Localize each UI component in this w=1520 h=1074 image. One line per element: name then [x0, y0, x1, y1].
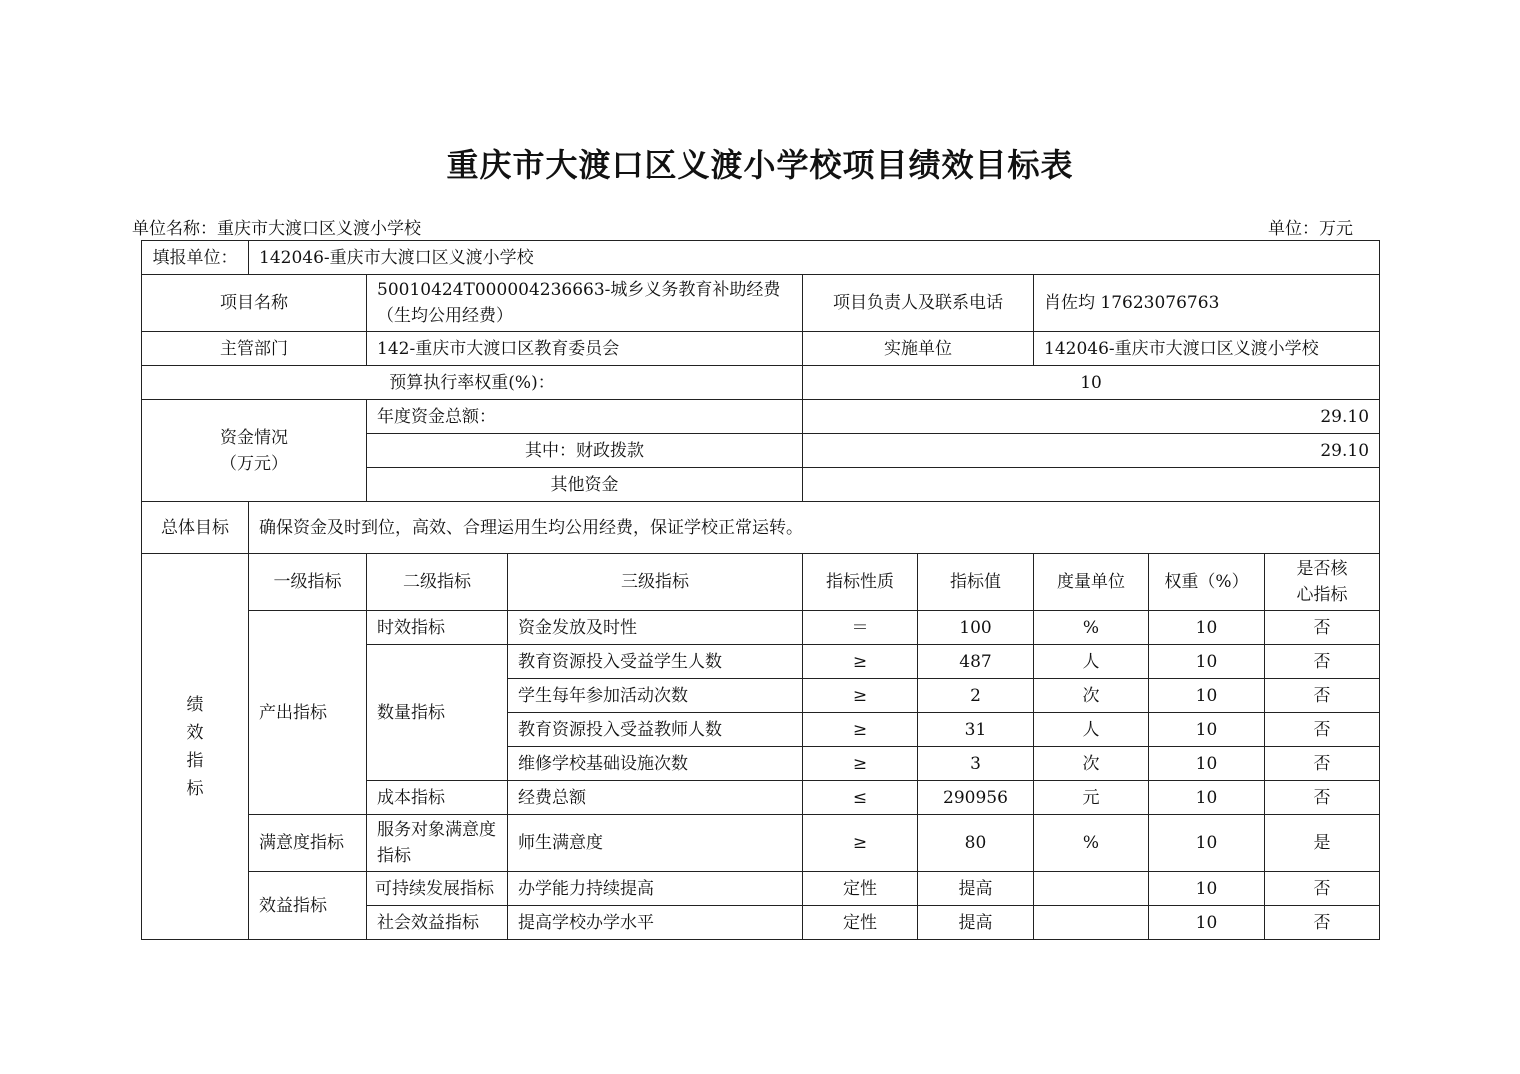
indicator-nature: ≥ [803, 815, 918, 872]
funds-label-cell [142, 400, 367, 502]
table-header-row [142, 554, 1380, 611]
dept-value: 142-重庆市大渡口区教育委员会 [367, 332, 803, 366]
indicator-unit: 人 [1034, 713, 1149, 747]
impl-value: 142046-重庆市大渡口区义渡小学校 [1034, 332, 1380, 366]
group-output: 产出指标 [249, 611, 367, 815]
perf-char: 标 [186, 778, 204, 799]
indicator-name: 学生每年参加活动次数 [508, 679, 803, 713]
group-satisfaction: 满意度指标 [249, 815, 367, 872]
table-row [142, 872, 1380, 906]
annual-total-value: 29.10 [803, 400, 1380, 434]
subgroup-quantity: 数量指标 [367, 645, 508, 781]
indicator-weight: 10 [1149, 872, 1265, 906]
other-label: 其他资金 [367, 468, 803, 502]
indicator-unit: % [1034, 815, 1149, 872]
indicator-value: 100 [918, 611, 1034, 645]
table-row [142, 275, 1380, 332]
other-value [803, 468, 1380, 502]
indicator-nature: ≤ [803, 781, 918, 815]
indicator-weight: 10 [1149, 906, 1265, 940]
indicator-name: 教育资源投入受益教师人数 [508, 713, 803, 747]
fiscal-value: 29.10 [803, 434, 1380, 468]
table-row [142, 241, 1380, 275]
indicator-core: 否 [1265, 906, 1380, 940]
subgroup-cost: 成本指标 [367, 781, 508, 815]
header-nature: 指标性质 [803, 554, 918, 611]
subgroup-timeliness: 时效指标 [367, 611, 508, 645]
indicator-value: 80 [918, 815, 1034, 872]
table-row [142, 502, 1380, 554]
indicator-nature: 定性 [803, 906, 918, 940]
header-level2: 二级指标 [367, 554, 508, 611]
indicator-name: 维修学校基础设施次数 [508, 747, 803, 781]
indicator-core: 否 [1265, 679, 1380, 713]
header-level1: 一级指标 [249, 554, 367, 611]
indicator-name: 办学能力持续提高 [508, 872, 803, 906]
annual-total-label: 年度资金总额： [367, 400, 803, 434]
budget-weight-label: 预算执行率权重(%)： [142, 366, 803, 400]
fiscal-label: 其中：财政拨款 [367, 434, 803, 468]
indicator-core: 否 [1265, 713, 1380, 747]
currency-unit-label: 单位：万元 [1268, 219, 1353, 239]
indicator-name: 经费总额 [508, 781, 803, 815]
page-title: 重庆市大渡口区义渡小学校项目绩效目标表 [446, 146, 1074, 184]
indicator-weight: 10 [1149, 611, 1265, 645]
indicator-nature: ≥ [803, 747, 918, 781]
indicator-value: 2 [918, 679, 1034, 713]
indicator-core: 否 [1265, 645, 1380, 679]
header-weight: 权重（%） [1149, 554, 1265, 611]
indicator-nature: ≥ [803, 713, 918, 747]
indicator-weight: 10 [1149, 713, 1265, 747]
project-contact-label: 项目负责人及联系电话 [803, 275, 1034, 332]
indicator-weight: 10 [1149, 679, 1265, 713]
indicator-nature: ＝ [803, 611, 918, 645]
project-contact-value: 肖佐均 17623076763 [1034, 275, 1380, 332]
performance-target-table [141, 240, 1380, 940]
project-name-label: 项目名称 [142, 275, 367, 332]
project-name-value: 50010424T000004236663-城乡义务教育补助经费（生均公用经费） [367, 275, 803, 332]
perf-char: 指 [186, 750, 204, 771]
indicator-core: 否 [1265, 747, 1380, 781]
subgroup-sustainable: 可持续发展指标 [367, 872, 508, 906]
header-level3: 三级指标 [508, 554, 803, 611]
indicator-unit: 次 [1034, 747, 1149, 781]
indicator-unit [1034, 872, 1149, 906]
performance-label-cell [142, 554, 249, 940]
indicator-name: 师生满意度 [508, 815, 803, 872]
indicator-value: 290956 [918, 781, 1034, 815]
indicator-nature: 定性 [803, 872, 918, 906]
header-core: 是否核心指标 [1265, 554, 1380, 611]
subgroup-social: 社会效益指标 [367, 906, 508, 940]
indicator-core: 否 [1265, 611, 1380, 645]
perf-char: 绩 [186, 694, 204, 715]
indicator-name: 提高学校办学水平 [508, 906, 803, 940]
indicator-weight: 10 [1149, 645, 1265, 679]
group-benefit: 效益指标 [249, 872, 367, 940]
dept-label: 主管部门 [142, 332, 367, 366]
indicator-nature: ≥ [803, 645, 918, 679]
table-row [142, 366, 1380, 400]
indicator-nature: ≥ [803, 679, 918, 713]
header-value: 指标值 [918, 554, 1034, 611]
indicator-value: 3 [918, 747, 1034, 781]
funds-unit: （万元） [220, 453, 288, 474]
impl-label: 实施单位 [803, 332, 1034, 366]
unit-name-label: 单位名称：重庆市大渡口区义渡小学校 [132, 219, 421, 239]
indicator-value: 31 [918, 713, 1034, 747]
table-row [142, 611, 1380, 645]
indicator-value: 提高 [918, 906, 1034, 940]
fill-unit-value: 142046-重庆市大渡口区义渡小学校 [249, 241, 1380, 275]
indicator-name: 教育资源投入受益学生人数 [508, 645, 803, 679]
subgroup-service: 服务对象满意度指标 [367, 815, 508, 872]
indicator-weight: 10 [1149, 815, 1265, 872]
table-row [142, 815, 1380, 872]
indicator-core: 是 [1265, 815, 1380, 872]
funds-label: 资金情况 [220, 427, 288, 448]
indicator-value: 487 [918, 645, 1034, 679]
indicator-unit: 人 [1034, 645, 1149, 679]
overall-goal-label: 总体目标 [142, 502, 249, 554]
indicator-core: 否 [1265, 781, 1380, 815]
table-row [142, 400, 1380, 434]
indicator-unit: 元 [1034, 781, 1149, 815]
indicator-core: 否 [1265, 872, 1380, 906]
budget-weight-value: 10 [803, 366, 1380, 400]
table-row [142, 332, 1380, 366]
overall-goal-value: 确保资金及时到位，高效、合理运用生均公用经费，保证学校正常运转。 [249, 502, 1380, 554]
indicator-unit [1034, 906, 1149, 940]
fill-unit-label: 填报单位： [142, 241, 249, 275]
indicator-unit: 次 [1034, 679, 1149, 713]
perf-char: 效 [186, 722, 204, 743]
header-unit: 度量单位 [1034, 554, 1149, 611]
indicator-weight: 10 [1149, 781, 1265, 815]
indicator-weight: 10 [1149, 747, 1265, 781]
indicator-value: 提高 [918, 872, 1034, 906]
indicator-name: 资金发放及时性 [508, 611, 803, 645]
indicator-unit: % [1034, 611, 1149, 645]
